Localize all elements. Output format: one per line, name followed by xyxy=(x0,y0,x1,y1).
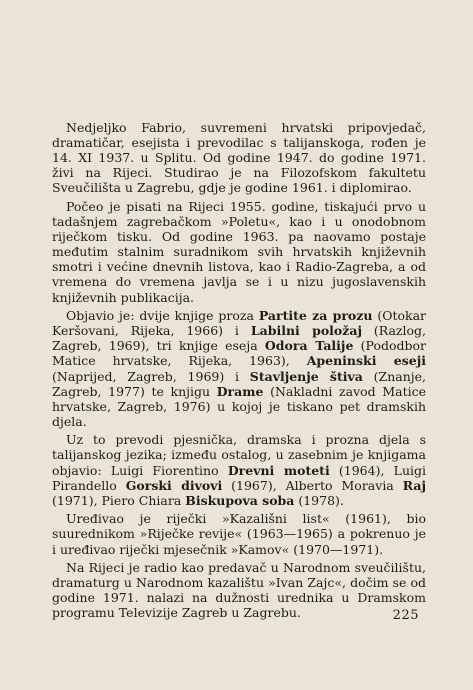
paragraph xyxy=(52,120,426,195)
text-run: Uređivao je riječki »Kazališni list« (1961), bio suurednikom »Riječke revije« (1963—1965) a pokrenuo je i uređivao riječki mjesečnik »Kamov« (1970—1971). xyxy=(52,511,426,557)
page-number: 225 xyxy=(392,608,419,623)
text-run: (1978). xyxy=(294,492,344,508)
book-title: Biskupova soba xyxy=(185,492,295,508)
text-run: (1971), Piero Chiara xyxy=(52,492,186,508)
text-run: Počeo je pisati na Rijeci 1955. godine, tiskajući prvo u tadašnjem zagrebačkom »Poletu«, kao i u onodobnom riječkom tisku. Od godine 1963. pa naovamo postaje međutim stalnim suradnikom svih hrvatskih književnih smotri i većine dnevnih listova, kao i Radio-Zagreba, a od vremena do vremena javlja se i u nizu jugoslavenskih književnih publikacija. xyxy=(52,198,426,305)
book-title: Gorski divovi xyxy=(125,477,223,493)
book-title: Labilni položaj xyxy=(250,323,362,339)
book-title: Drame xyxy=(216,383,264,399)
book-title: Drevni moteti xyxy=(227,462,330,478)
paragraph xyxy=(52,432,426,507)
text-run: (Naprijed, Zagreb, 1969) i xyxy=(52,368,250,384)
paragraph xyxy=(52,511,426,556)
text-run: (1964), Luigi Pirandello xyxy=(52,462,426,493)
book-title: Odora Talije xyxy=(264,338,354,354)
paragraph xyxy=(52,308,426,429)
text-run: (Nakladni zavod Matice hrvatske, Zagreb, 1976) u kojoj je tiskano pet dramskih djela. xyxy=(52,383,426,429)
text-run: Nedjeljko Fabrio, suvremeni hrvatski pripovjedač, dramatičar, esejista i prevodilac s talijanskoga, rođen je 14. XI 1937. u Splitu. Od godine 1947. do godine 1971. živi na Rijeci. Studirao je na Filozofskom fakultetu Sveučilišta u Zagrebu, gdje je godine 1961. i diplomirao. xyxy=(52,120,426,196)
text-run: (Razlog, Zagreb, 1969), tri knjige eseja xyxy=(52,323,426,354)
text-run: (Pododbor Matice hrvatske, Rijeka, 1963), xyxy=(52,338,427,369)
text-run: (Znanje, Zagreb, 1977) te knjigu xyxy=(52,368,426,399)
paragraph xyxy=(52,560,426,620)
text-run: (1967), Alberto Moravia xyxy=(222,477,403,493)
text-run: Na Rijeci je radio kao predavač u Narodnom sveučilištu, dramaturg u Narodnom kazalištu »Ivan Zajc«, dočim se od godine 1971. nalazi na dužnosti urednika u Dramskom programu Televizije Zagreb u Zagrebu. xyxy=(52,560,426,621)
paragraph xyxy=(52,199,426,305)
book-title: Apeninski eseji xyxy=(306,353,426,369)
book-title: Raj xyxy=(402,477,427,493)
book-title: Stavljenje štiva xyxy=(249,368,363,384)
book-title: Partite za prozu xyxy=(258,308,373,324)
text-run: (Otokar Keršovani, Rijeka, 1966) i xyxy=(52,308,426,339)
text-run: Uz to prevodi pjesnička, dramska i prozna djela s talijanskog jezika; između ostalog, u zasebnim je knjigama objavio: Luigi Fiorentino xyxy=(52,432,426,478)
text-run: Objavio je: dvije knjige proza xyxy=(66,308,259,324)
biography-text xyxy=(52,120,426,624)
